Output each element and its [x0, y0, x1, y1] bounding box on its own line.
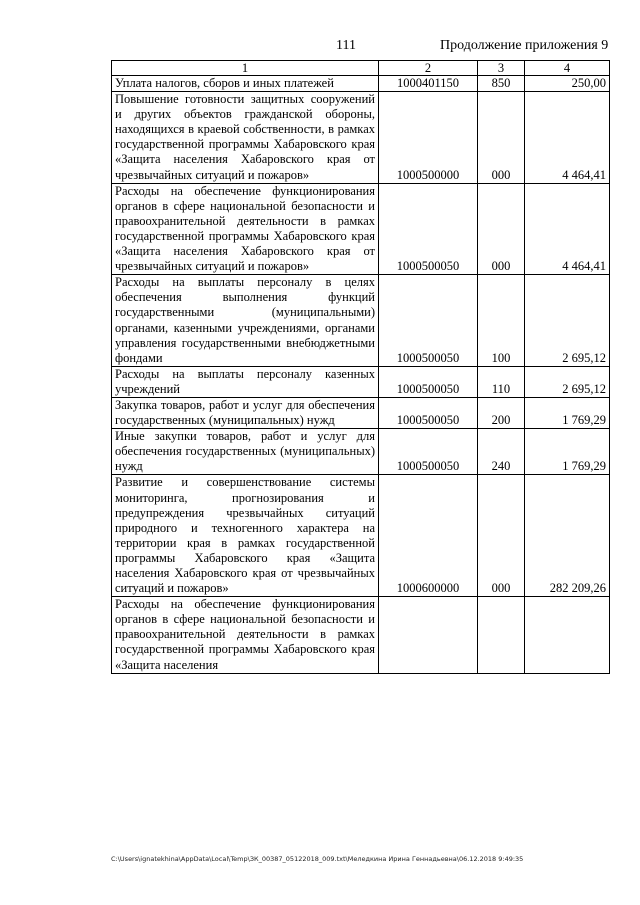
- row-description: Расходы на выплаты персоналу казенных учреждений: [112, 366, 379, 397]
- row-description: Расходы на обеспечение функционирования органов в сфере национальной безопасности и правоохранительной деятельности в рамках государственной программы Хабаровского края «Защита населения Хабаровского края от чрезвычайных ситуаций и пожаров»: [112, 183, 379, 275]
- row-description: Закупка товаров, работ и услуг для обеспечения государственных (муниципальных) нужд: [112, 397, 379, 428]
- row-amount: 2 695,12: [525, 275, 610, 367]
- row-amount: 1 769,29: [525, 429, 610, 475]
- continuation-label: Продолжение приложения 9: [440, 38, 609, 53]
- table-row: [112, 275, 610, 367]
- column-header-1: 1: [112, 61, 379, 76]
- page-number: 111: [336, 38, 356, 53]
- row-expense-type: 200: [478, 397, 525, 428]
- column-header-4: 4: [525, 61, 610, 76]
- row-amount: 282 209,26: [525, 475, 610, 597]
- table-row: [112, 183, 610, 275]
- row-expense-type: [478, 597, 525, 673]
- table-row: [112, 92, 610, 184]
- row-description: Повышение готовности защитных сооружений и других объектов гражданской обороны, находящихся в краевой собственности, в рамках государственной программы Хабаровского края «Защита населения Хабаровского края от чрезвычайных ситуаций и пожаров»: [112, 92, 379, 184]
- row-code: 1000500050: [379, 183, 478, 275]
- row-description: Расходы на обеспечение функционирования органов в сфере национальной безопасности и правоохранительной деятельности в рамках государственной программы Хабаровского края «Защита населения: [112, 597, 379, 673]
- row-expense-type: 000: [478, 92, 525, 184]
- row-amount: 4 464,41: [525, 92, 610, 184]
- row-code: 1000401150: [379, 76, 478, 92]
- table-row: [112, 475, 610, 597]
- row-code: 1000500050: [379, 275, 478, 367]
- row-expense-type: 240: [478, 429, 525, 475]
- footer-file-path: C:\Users\ignatekhina\AppData\Local\Temp\ЗК_00387_05122018_009.txt\Меледкина Ирина Геннадьевна\06.12.2018 9:49:35: [111, 855, 524, 863]
- table-row: [112, 366, 610, 397]
- table-row: [112, 397, 610, 428]
- row-expense-type: 000: [478, 475, 525, 597]
- table-row: [112, 597, 610, 673]
- row-code: 1000600000: [379, 475, 478, 597]
- row-code: 1000500000: [379, 92, 478, 184]
- row-amount: [525, 597, 610, 673]
- row-code: 1000500050: [379, 366, 478, 397]
- column-header-2: 2: [379, 61, 478, 76]
- row-code: [379, 597, 478, 673]
- row-amount: 2 695,12: [525, 366, 610, 397]
- column-header-row: [112, 61, 610, 76]
- row-expense-type: 100: [478, 275, 525, 367]
- row-code: 1000500050: [379, 397, 478, 428]
- row-code: 1000500050: [379, 429, 478, 475]
- row-amount: 4 464,41: [525, 183, 610, 275]
- row-amount: 250,00: [525, 76, 610, 92]
- row-amount: 1 769,29: [525, 397, 610, 428]
- row-description: Иные закупки товаров, работ и услуг для обеспечения государственных (муниципальных) нужд: [112, 429, 379, 475]
- row-expense-type: 850: [478, 76, 525, 92]
- column-header-3: 3: [478, 61, 525, 76]
- table-row: [112, 429, 610, 475]
- row-expense-type: 000: [478, 183, 525, 275]
- row-description: Расходы на выплаты персоналу в целях обеспечения выполнения функций государственными (муниципальными) органами, казенными учреждениями, органами управления государственными внебюджетными фондами: [112, 275, 379, 367]
- row-description: Уплата налогов, сборов и иных платежей: [112, 76, 379, 92]
- budget-table: [111, 60, 610, 674]
- table-row: [112, 76, 610, 92]
- row-expense-type: 110: [478, 366, 525, 397]
- row-description: Развитие и совершенствование системы мониторинга, прогнозирования и предупреждения чрезвычайных ситуаций природного и техногенного характера на территории края в рамках государственной программы Хабаровского края «Защита населения Хабаровского края от чрезвычайных ситуаций и пожаров»: [112, 475, 379, 597]
